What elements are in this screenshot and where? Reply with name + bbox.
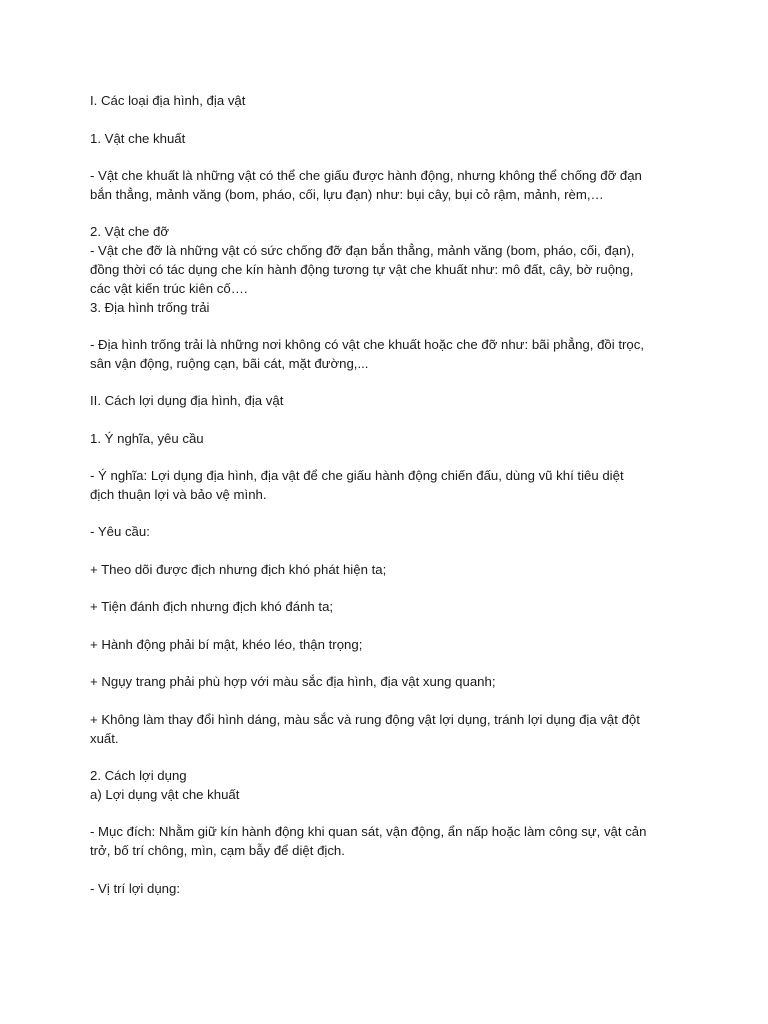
heading-subsection-2-1: 1. Ý nghĩa, yêu cầu — [90, 431, 204, 446]
heading-subsection-1-3: 3. Địa hình trống trải — [90, 300, 210, 315]
paragraph-line: địch thuận lợi và bảo vệ mình. — [90, 487, 267, 502]
paragraph-line: các vật kiến trúc kiên cố…. — [90, 281, 248, 296]
paragraph-line: bắn thẳng, mảnh văng (bom, pháo, cối, lựu đạn) như: bụi cây, bụi cỏ rậm, mảnh, rèm,… — [90, 187, 604, 202]
paragraph-line: - Ý nghĩa: Lợi dụng địa hình, địa vật để che giấu hành động chiến đấu, dùng vũ khí tiêu diệt — [90, 468, 624, 483]
paragraph-line: sân vận động, ruộng cạn, bãi cát, mặt đường,... — [90, 356, 369, 371]
list-item-continuation: xuất. — [90, 731, 119, 746]
paragraph-line: - Mục đích: Nhằm giữ kín hành động khi quan sát, vận động, ẩn nấp hoặc làm công sự, vật cản — [90, 824, 647, 839]
list-item: + Tiện đánh địch nhưng địch khó đánh ta; — [90, 599, 334, 614]
heading-section-2: II. Cách lợi dụng địa hình, địa vật — [90, 393, 284, 408]
heading-section-1: I. Các loại địa hình, địa vật — [90, 93, 246, 108]
heading-subsection-1-1: 1. Vật che khuất — [90, 131, 186, 146]
heading-subsection-1-2: 2. Vật che đỡ — [90, 224, 170, 239]
paragraph-line: - Yêu cầu: — [90, 524, 150, 539]
paragraph-line: - Địa hình trống trải là những nơi không có vật che khuất hoặc che đỡ như: bãi phẳng, đồi trọc, — [90, 337, 644, 352]
paragraph-line: - Vật che đỡ là những vật có sức chống đỡ đạn bắn thẳng, mảnh văng (bom, pháo, cối, đạn), — [90, 243, 635, 258]
list-item: + Theo dõi được địch nhưng địch khó phát hiện ta; — [90, 562, 387, 577]
list-item: + Không làm thay đổi hình dáng, màu sắc và rung động vật lợi dụng, tránh lợi dụng địa vật đột — [90, 712, 640, 727]
paragraph-line: đồng thời có tác dụng che kín hành động tương tự vật che khuất như: mô đất, cây, bờ ruộng, — [90, 262, 634, 277]
heading-subsection-2-2-a: a) Lợi dụng vật che khuất — [90, 787, 240, 802]
paragraph-line: - Vật che khuất là những vật có thể che giấu được hành động, nhưng không thể chống đỡ đạn — [90, 168, 642, 183]
paragraph-line: - Vị trí lợi dụng: — [90, 881, 181, 896]
heading-subsection-2-2: 2. Cách lợi dụng — [90, 768, 187, 783]
list-item: + Ngụy trang phải phù hợp với màu sắc địa hình, địa vật xung quanh; — [90, 674, 496, 689]
list-item: + Hành động phải bí mật, khéo léo, thận trọng; — [90, 637, 363, 652]
paragraph-line: trở, bố trí chông, mìn, cạm bẫy để diệt địch. — [90, 843, 345, 858]
